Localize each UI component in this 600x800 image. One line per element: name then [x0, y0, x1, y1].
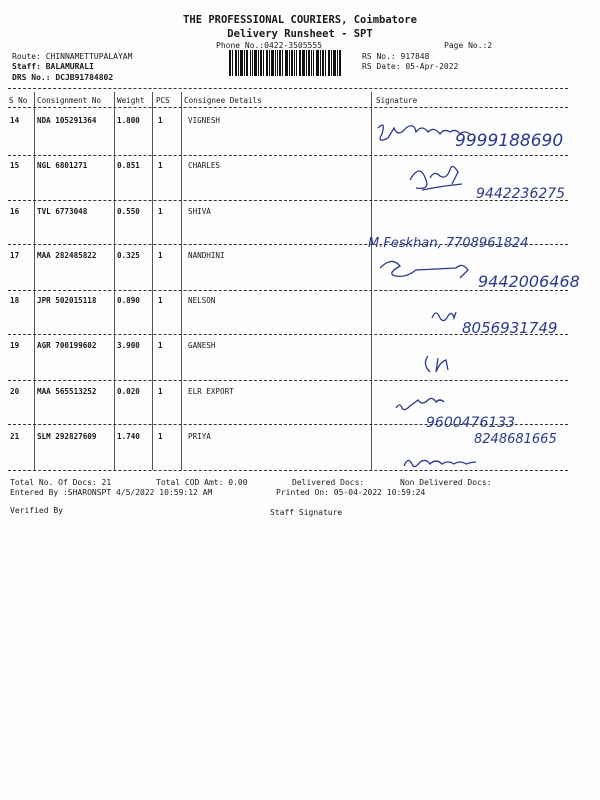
col-header-sno: S No	[9, 96, 28, 105]
row-weight: 1.740	[117, 432, 140, 441]
handwritten-phone: 9442236275	[476, 186, 566, 202]
row-consignment: SLM 292827609	[37, 432, 97, 441]
row-consignee: GANESH	[188, 341, 216, 350]
col-header-pcs: PCS	[156, 96, 170, 105]
signature-mark	[410, 166, 462, 190]
row-sno: 16	[10, 207, 20, 216]
signature-mark	[380, 261, 468, 278]
row-weight: 0.890	[117, 296, 140, 305]
phone-number: Phone No.:0422-3505555	[216, 41, 322, 50]
row-consignee: PRIYA	[188, 432, 211, 441]
total-docs: Total No. Of Docs: 21	[10, 478, 112, 487]
row-sno: 15	[10, 161, 20, 170]
row-consignee: NANDHINI	[188, 251, 225, 260]
handwritten-phone: 9999188690	[455, 131, 564, 151]
row-weight: 0.325	[117, 251, 140, 260]
staff-label: Staff: BALAMURALI	[12, 62, 94, 71]
col-header-consignment: Consignment No	[37, 96, 102, 105]
verified-by: Verified By	[10, 506, 63, 515]
row-weight: 0.851	[117, 161, 140, 170]
row-sno: 18	[10, 296, 20, 305]
rs-date: RS Date: 05-Apr-2022	[362, 62, 459, 71]
company-title: THE PROFESSIONAL COURIERS, Coimbatore	[183, 14, 417, 26]
row-sno: 14	[10, 116, 20, 125]
row-consignment: TVL 6773048	[37, 207, 88, 216]
handwritten-phone: 9442006468	[478, 272, 580, 291]
row-consignee: SHIVA	[188, 207, 211, 216]
col-header-weight: Weight	[117, 96, 145, 105]
row-weight: 1.800	[117, 116, 140, 125]
row-pcs: 1	[158, 207, 163, 216]
row-sno: 17	[10, 251, 20, 260]
row-consignment: AGR 700199602	[37, 341, 97, 350]
handwritten-phone: 9600476133	[426, 415, 516, 431]
handwritten-note: M.Feskhan, 7708961824	[368, 236, 529, 251]
row-consignment: NDA 105291364	[37, 116, 97, 125]
col-header-consignee: Consignee Details	[184, 96, 262, 105]
signature-mark	[425, 356, 448, 372]
row-consignment: MAA 565513252	[37, 387, 97, 396]
document-title: Delivery Runsheet - SPT	[227, 28, 373, 40]
row-pcs: 1	[158, 251, 163, 260]
total-cod: Total COD Amt: 0.00	[156, 478, 248, 487]
row-consignee: NELSON	[188, 296, 216, 305]
row-sno: 19	[10, 341, 20, 350]
row-consignment: NGL 6801271	[37, 161, 88, 170]
entered-by: Entered By :SHARONSPT 4/5/2022 10:59:12 AM	[10, 488, 213, 497]
printed-on: Printed On: 05-04-2022 10:59:24	[276, 488, 426, 497]
row-consignee: CHARLES	[188, 161, 221, 170]
route-label: Route: CHINNAMETTUPALAYAM	[12, 52, 133, 61]
signature-mark	[396, 398, 444, 409]
row-weight: 3.900	[117, 341, 140, 350]
row-consignment: MAA 282485822	[37, 251, 97, 260]
row-pcs: 1	[158, 387, 163, 396]
row-weight: 0.550	[117, 207, 140, 216]
page-number: Page No.:2	[444, 41, 493, 50]
rs-number: RS No.: 917848	[362, 52, 430, 61]
row-sno: 21	[10, 432, 20, 441]
row-consignee: VIGNESH	[188, 116, 221, 125]
signature-mark	[404, 460, 476, 466]
row-consignee: ELR EXPORT	[188, 387, 234, 396]
delivered-docs: Delivered Docs:	[292, 478, 365, 487]
non-delivered-docs: Non Delivered Docs:	[400, 478, 492, 487]
col-header-signature: Signature	[376, 96, 418, 105]
row-pcs: 1	[158, 432, 163, 441]
row-pcs: 1	[158, 341, 163, 350]
row-pcs: 1	[158, 161, 163, 170]
signature-mark	[432, 312, 456, 321]
row-weight: 0.020	[117, 387, 140, 396]
row-sno: 20	[10, 387, 20, 396]
staff-signature: Staff Signature	[270, 508, 343, 517]
row-pcs: 1	[158, 296, 163, 305]
handwritten-phone: 8248681665	[474, 432, 557, 447]
drs-number: DRS No.: DCJB91784802	[12, 73, 114, 82]
handwritten-phone: 8056931749	[462, 319, 558, 337]
row-consignment: JPR 502015118	[37, 296, 97, 305]
row-pcs: 1	[158, 116, 163, 125]
